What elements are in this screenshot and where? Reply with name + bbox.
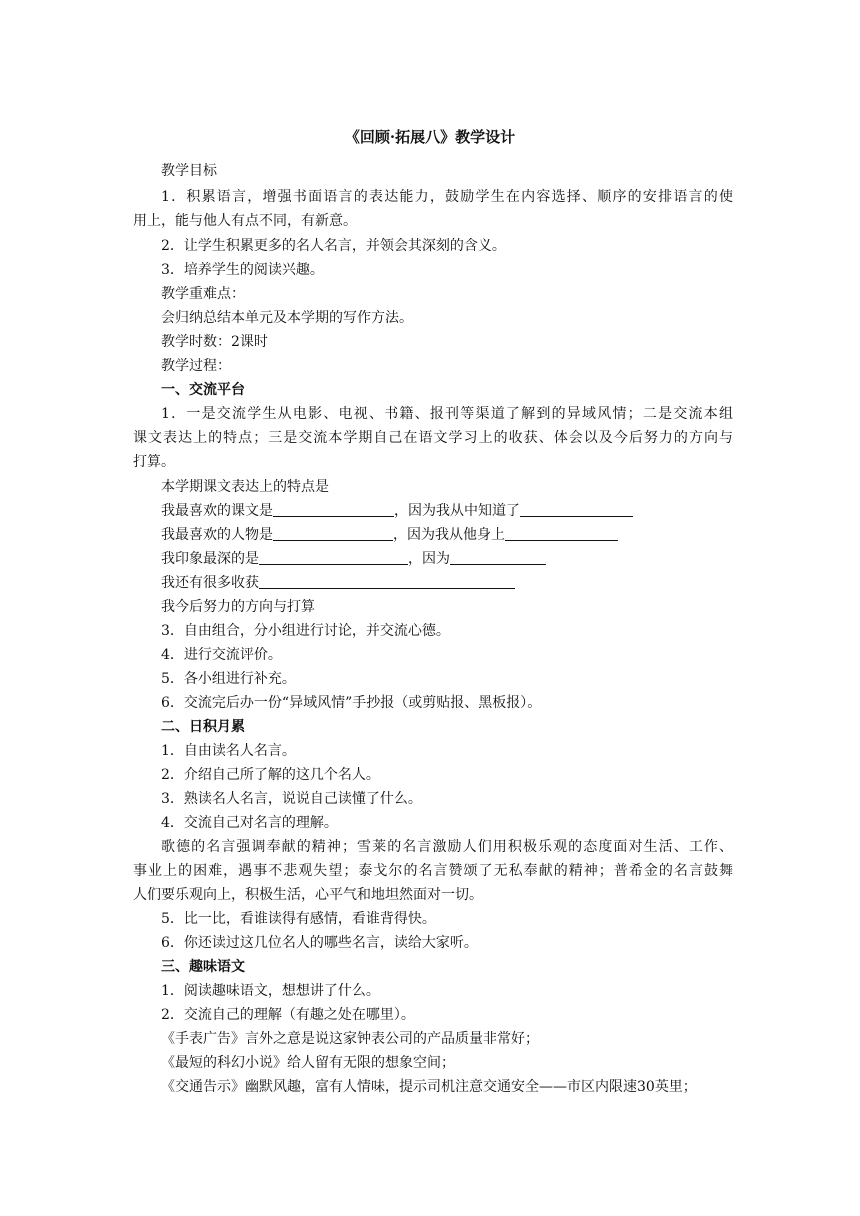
goal-3: 3．培养学生的阅读兴趣。 bbox=[161, 262, 324, 278]
s2-paragraph-line-2: 事业上的困难，遇事不悲观失望；泰戈尔的名言赞颂了无私奉献的精神；普希金的名言鼓舞 bbox=[133, 863, 733, 879]
s1-item-4: 4．进行交流评价。 bbox=[161, 647, 282, 663]
section-3-heading: 三、趣味语文 bbox=[161, 959, 245, 975]
fill-in-blank[interactable] bbox=[273, 526, 393, 541]
s3-note-traffic-notice: 《交通告示》幽默风趣，富有人情味，提示司机注意交通安全——市区内限速30英里； bbox=[161, 1079, 697, 1095]
heading-key-points: 教学重难点： bbox=[161, 286, 245, 302]
s2-paragraph-line-3: 人们要乐观向上，积极生活，心平气和地坦然面对一切。 bbox=[133, 887, 483, 903]
document-title: 《回顾·拓展八》教学设计 bbox=[344, 128, 516, 146]
fill-in-line-favorite-text bbox=[161, 501, 733, 521]
key-points-text: 会归纳总结本单元及本学期的写作方法。 bbox=[161, 310, 413, 326]
s1-item-1-line-3: 打算。 bbox=[133, 454, 175, 470]
s3-note-watch-ad: 《手表广告》言外之意是说这家钟表公司的产品质量非常好； bbox=[161, 1031, 539, 1047]
fill-in-line-impression bbox=[161, 549, 733, 569]
fill-in-blank[interactable] bbox=[259, 550, 408, 565]
s2-item-2: 2．介绍自己所了解的这几个名人。 bbox=[161, 767, 380, 783]
goal-1-line-1: 1．积累语言，增强书面语言的表达能力，鼓励学生在内容选择、顺序的安排语言的使 bbox=[161, 189, 733, 205]
goal-2: 2．让学生积累更多的名人名言，并领会其深刻的含义。 bbox=[161, 238, 506, 254]
fill-in-label: ，因为 bbox=[408, 551, 450, 567]
fill-in-label: 我还有很多收获 bbox=[161, 575, 259, 591]
s2-item-5: 5．比一比，看谁读得有感情，看谁背得快。 bbox=[161, 911, 436, 927]
fill-in-blank[interactable] bbox=[259, 574, 515, 589]
heading-teaching-goals: 教学目标 bbox=[161, 163, 217, 179]
s3-item-1: 1．阅读趣味语文，想想讲了什么。 bbox=[161, 983, 380, 999]
fill-in-blank[interactable] bbox=[273, 502, 394, 517]
fill-in-blank[interactable] bbox=[505, 526, 618, 541]
s3-item-2: 2．交流自己的理解（有趣之处在哪里）。 bbox=[161, 1007, 415, 1023]
s1-item-1-line-2: 课文表达上的特点；三是交流本学期自己在语文学习上的收获、体会以及今后努力的方向与 bbox=[133, 430, 733, 446]
fill-in-label: ，因为我从中知道了 bbox=[394, 503, 520, 519]
s1-item-3: 3．自由组合，分小组进行讨论，并交流心德。 bbox=[161, 623, 450, 639]
s2-item-3: 3．熟读名人名言，说说自己读懂了什么。 bbox=[161, 791, 422, 807]
section-2-heading: 二、日积月累 bbox=[161, 719, 245, 735]
fill-in-label: 我最喜欢的人物是 bbox=[161, 527, 273, 543]
s2-item-6: 6．你还读过这几位名人的哪些名言，读给大家听。 bbox=[161, 935, 478, 951]
s1-item-1-line-1: 1．一是交流学生从电影、电视、书籍、报刊等渠道了解到的异域风情；二是交流本组 bbox=[161, 406, 733, 422]
s1-features-prompt: 本学期课文表达上的特点是 bbox=[161, 479, 329, 495]
teaching-hours: 教学时数：2课时 bbox=[161, 334, 268, 350]
fill-in-blank[interactable] bbox=[520, 502, 633, 517]
s1-item-6: 6．交流完后办一份“异域风情”手抄报（或剪贴报、黑板报）。 bbox=[161, 695, 542, 711]
fill-in-label: 我印象最深的是 bbox=[161, 551, 259, 567]
fill-in-line-harvest bbox=[161, 573, 733, 593]
s2-item-1: 1．自由读名人名言。 bbox=[161, 743, 296, 759]
s1-item-5: 5．各小组进行补充。 bbox=[161, 671, 296, 687]
heading-process: 教学过程： bbox=[161, 358, 231, 374]
s2-item-4: 4．交流自己对名言的理解。 bbox=[161, 815, 338, 831]
s2-paragraph-line-1: 歌德的名言强调奉献的精神；雪莱的名言激励人们用积极乐观的态度面对生活、工作、 bbox=[161, 839, 733, 855]
s3-note-short-scifi: 《最短的科幻小说》给人留有无限的想象空间； bbox=[161, 1055, 455, 1071]
section-1-heading: 一、交流平台 bbox=[161, 382, 245, 398]
future-plan-prompt: 我今后努力的方向与打算 bbox=[161, 599, 315, 615]
fill-in-label: ，因为我从他身上 bbox=[393, 527, 505, 543]
fill-in-line-favorite-person bbox=[161, 525, 733, 545]
fill-in-label: 我最喜欢的课文是 bbox=[161, 503, 273, 519]
goal-1-line-2: 用上，能与他人有点不同，有新意。 bbox=[133, 213, 357, 229]
fill-in-blank[interactable] bbox=[450, 550, 546, 565]
